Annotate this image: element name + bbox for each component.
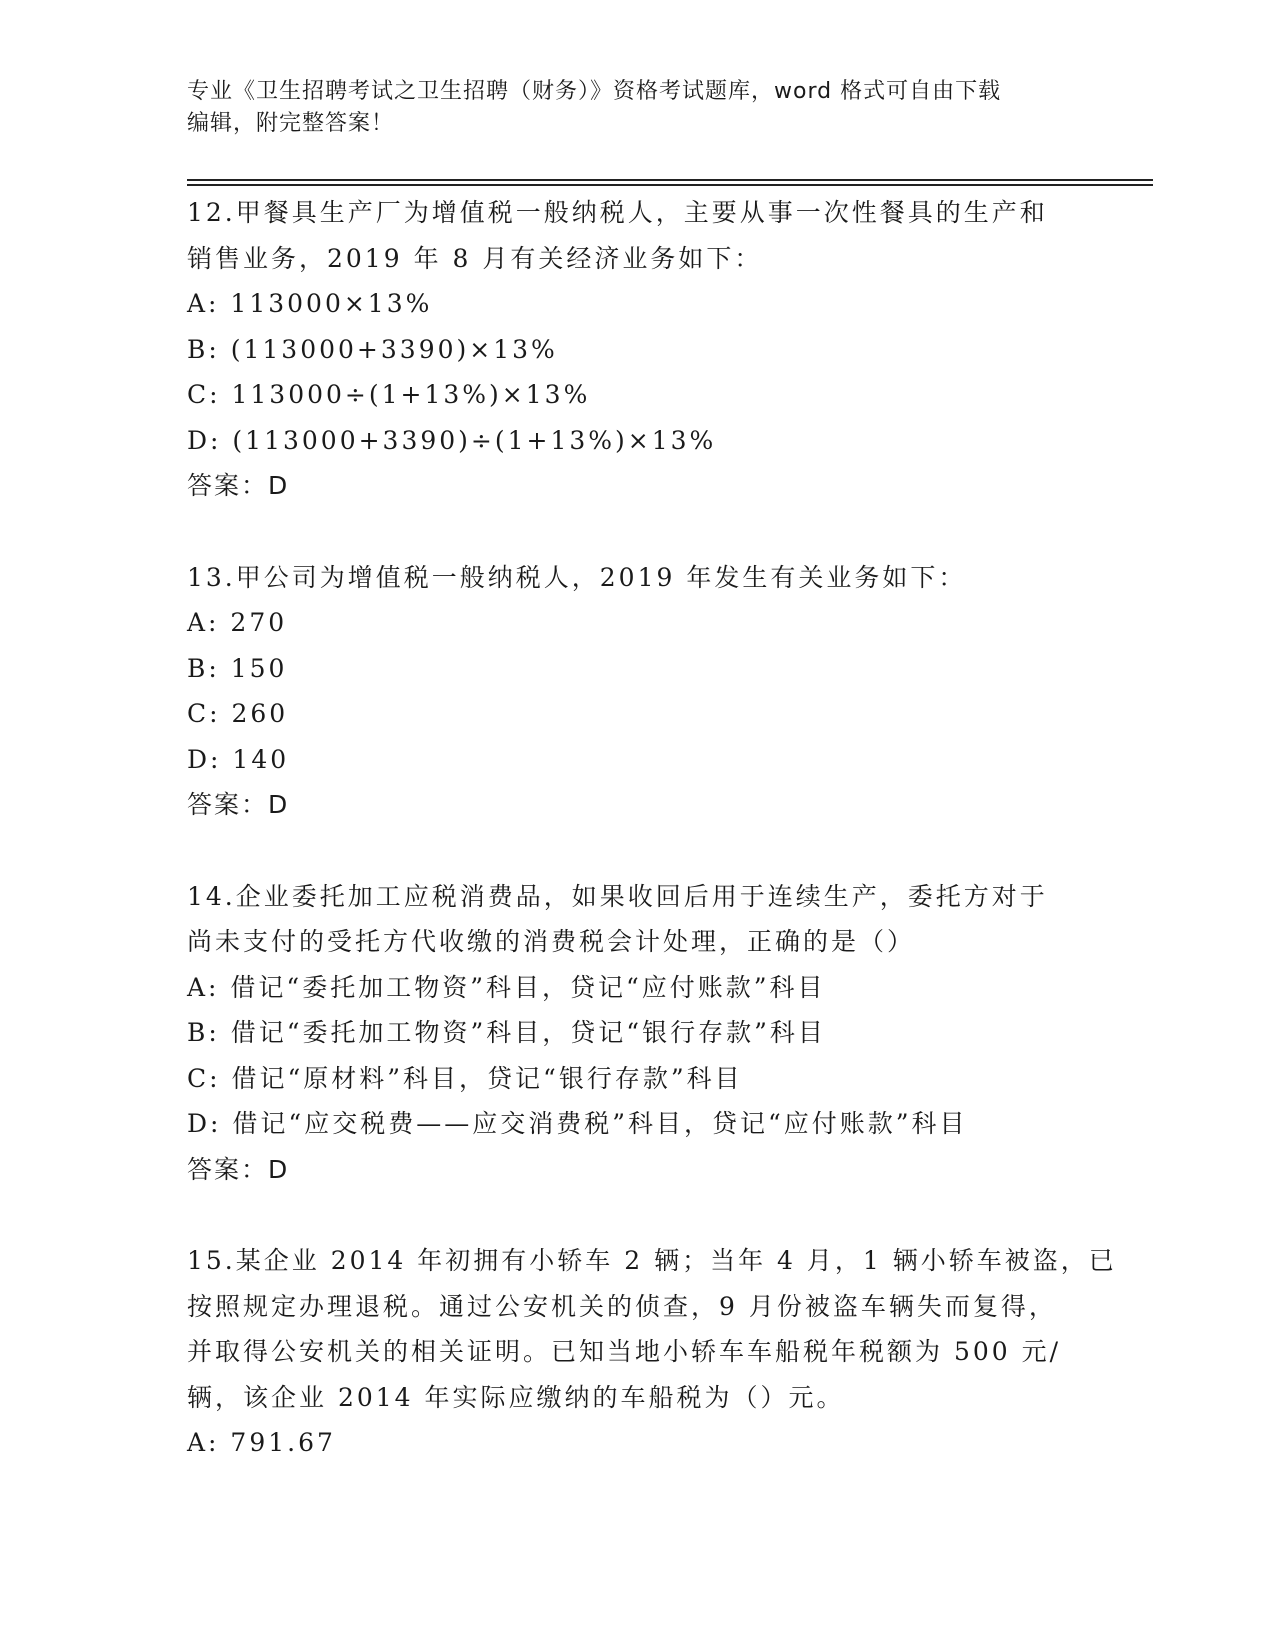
- answer-option: B: 借记“委托加工物资”科目，贷记“银行存款”科目: [187, 1018, 826, 1047]
- question-stem-line: 15.某企业 2014 年初拥有小轿车 2 辆；当年 4 月，1 辆小轿车被盗，已: [187, 1246, 1117, 1275]
- answer-key: 答案：D: [187, 471, 290, 500]
- header-divider-bottom: [187, 184, 1153, 186]
- question-block: [187, 190, 1087, 509]
- question-stem-line: 尚未支付的受托方代收缴的消费税会计处理，正确的是（）: [187, 927, 916, 956]
- answer-option: C: 借记“原材料”科目，贷记“银行存款”科目: [187, 1063, 743, 1093]
- answer-option: B: (113000+3390)×13%: [187, 334, 558, 364]
- answer-key: 答案：D: [187, 1154, 290, 1184]
- question-block: [187, 874, 1087, 1193]
- answer-option: A: 791.67: [187, 1428, 336, 1457]
- document-header: [187, 76, 1087, 140]
- question-list: [187, 190, 1117, 1512]
- question-stem-line: 并取得公安机关的相关证明。已知当地小轿车车船税年税额为 500 元/: [187, 1337, 1062, 1366]
- question-stem-line: 销售业务，2019 年 8 月有关经济业务如下：: [187, 243, 763, 273]
- question-stem-line: 13.甲公司为增值税一般纳税人，2019 年发生有关业务如下：: [187, 562, 967, 592]
- question-stem-line: 14.企业委托加工应税消费品，如果收回后用于连续生产，委托方对于: [187, 881, 1048, 911]
- answer-option: A: 借记“委托加工物资”科目，贷记“应付账款”科目: [187, 972, 826, 1002]
- header-divider-top: [187, 179, 1153, 181]
- answer-option: C: 113000÷(1+13%)×13%: [187, 380, 591, 409]
- question-stem-line: 按照规定办理退税。通过公安机关的侦查，9 月份被盗车辆失而复得，: [187, 1291, 1057, 1321]
- answer-option: A: 270: [187, 608, 288, 637]
- question-block: [187, 1238, 1117, 1466]
- answer-option: D: 借记“应交税费——应交消费税”科目，贷记“应付账款”科目: [187, 1109, 968, 1138]
- answer-option: B: 150: [187, 653, 288, 683]
- answer-option: D: (113000+3390)÷(1+13%)×13%: [187, 425, 717, 455]
- header-line-2: 编辑，附完整答案！: [187, 111, 395, 136]
- answer-option: D: 140: [187, 744, 290, 774]
- header-line-1: 专业《卫生招聘考试之卫生招聘（财务）》资格考试题库，word 格式可自由下载: [187, 79, 1002, 104]
- answer-option: A: 113000×13%: [187, 289, 433, 318]
- question-stem-line: 12.甲餐具生产厂为增值税一般纳税人，主要从事一次性餐具的生产和: [187, 198, 1048, 227]
- answer-key: 答案：D: [187, 790, 290, 819]
- question-block: [187, 555, 1087, 828]
- question-stem-line: 辆，该企业 2014 年实际应缴纳的车船税为（）元。: [187, 1382, 845, 1412]
- answer-option: C: 260: [187, 699, 289, 728]
